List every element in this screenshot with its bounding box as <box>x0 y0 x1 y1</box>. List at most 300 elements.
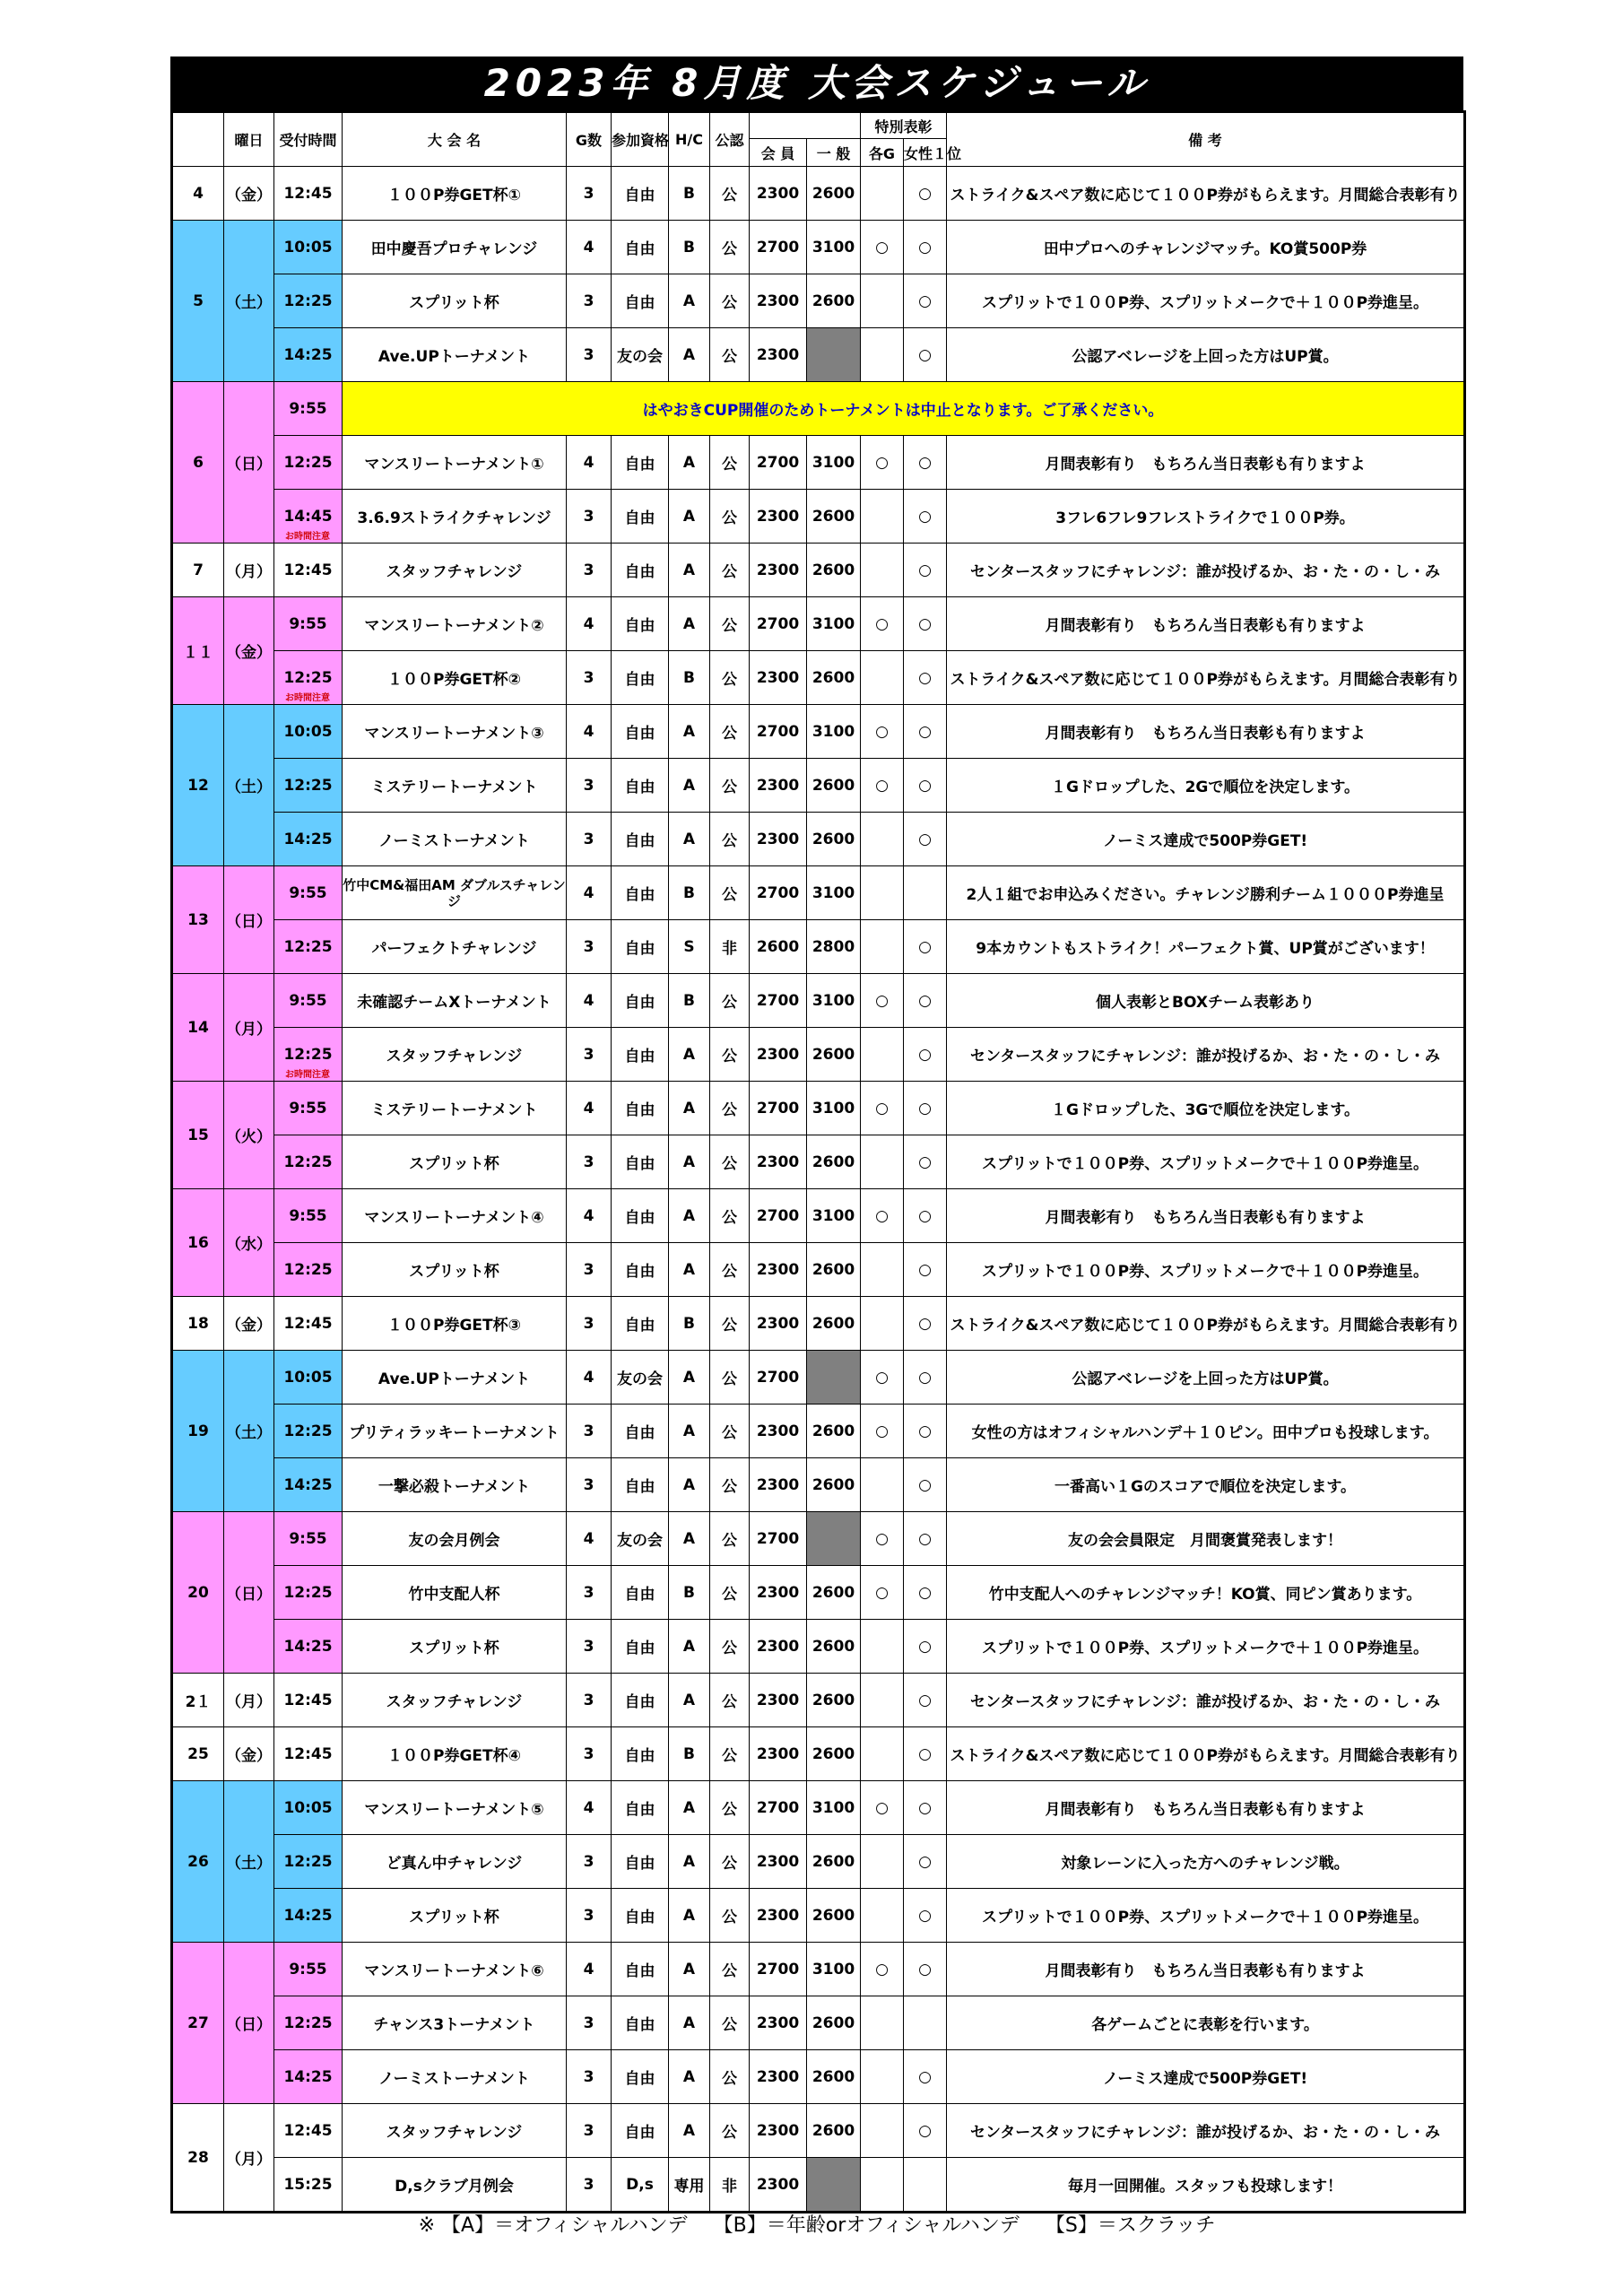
remarks: ストライク&スペア数に応じて１００P券がもらえます。月間総合表彰有り <box>947 1297 1465 1351</box>
general-fee: 2600 <box>807 544 861 597</box>
tournament-name: Ave.UPトーナメント <box>343 1351 567 1405</box>
table-row <box>172 651 1465 705</box>
time-text: 9:55 <box>289 1099 327 1118</box>
day-of-week: （日） <box>224 1943 274 2104</box>
remarks: 月間表彰有り もちろん当日表彰も有りますよ <box>947 705 1465 759</box>
general-fee: 2600 <box>807 274 861 328</box>
day-date: 19 <box>172 1351 224 1512</box>
time-text: 14:25 <box>283 345 333 364</box>
remarks: 竹中支配人へのチャレンジマッチ！KO賞、同ピン賞あります。 <box>947 1566 1465 1620</box>
time-text: 12:25 <box>283 1422 333 1440</box>
day-date: 25 <box>172 1727 224 1781</box>
official-flag: 公 <box>710 759 750 813</box>
day-of-week: （金） <box>224 1297 274 1351</box>
women-first-award: ○ <box>904 759 947 813</box>
official-flag: 公 <box>710 1082 750 1135</box>
member-fee: 2300 <box>750 1889 807 1943</box>
game-count: 3 <box>567 2104 612 2158</box>
tournament-name: ノーミストーナメント <box>343 2050 567 2104</box>
official-flag: 公 <box>710 2050 750 2104</box>
member-fee: 2300 <box>750 651 807 705</box>
each-game-award <box>861 490 904 544</box>
member-fee: 2300 <box>750 1727 807 1781</box>
remarks: センタースタッフにチャレンジ：誰が投げるか、お・た・の・し・み <box>947 2104 1465 2158</box>
reception-time <box>274 544 343 597</box>
handicap-type: A <box>669 705 710 759</box>
handicap-type: A <box>669 759 710 813</box>
general-fee: 2600 <box>807 1996 861 2050</box>
time-text: 12:25 <box>283 668 333 687</box>
table-row <box>172 1082 1465 1135</box>
reception-time <box>274 1512 343 1566</box>
table-row <box>172 2050 1465 2104</box>
time-text: 12:45 <box>283 1691 333 1709</box>
tournament-name: ミステリートーナメント <box>343 759 567 813</box>
game-count: 3 <box>567 490 612 544</box>
women-first-award: ○ <box>904 436 947 490</box>
table-row <box>172 759 1465 813</box>
women-first-award: ○ <box>904 544 947 597</box>
time-text: 14:25 <box>283 2067 333 2086</box>
member-fee: 2300 <box>750 328 807 382</box>
reception-time <box>274 1189 343 1243</box>
member-fee: 2700 <box>750 705 807 759</box>
time-text: 10:05 <box>283 1798 333 1817</box>
remarks: 月間表彰有り もちろん当日表彰も有りますよ <box>947 597 1465 651</box>
general-fee: 2600 <box>807 1028 861 1082</box>
tournament-name: スプリット杯 <box>343 274 567 328</box>
game-count: 3 <box>567 1028 612 1082</box>
game-count: 4 <box>567 974 612 1028</box>
each-game-award <box>861 1028 904 1082</box>
remarks: スプリットで１００P券、スプリットメークで＋１００P券進呈。 <box>947 1620 1465 1674</box>
each-game-award: ○ <box>861 1082 904 1135</box>
table-row <box>172 1835 1465 1889</box>
table-row <box>172 436 1465 490</box>
handicap-type: 専用 <box>669 2158 710 2213</box>
each-game-award <box>861 2158 904 2213</box>
tournament-name: ど真ん中チャレンジ <box>343 1835 567 1889</box>
eligibility: 自由 <box>612 1727 669 1781</box>
member-fee: 2300 <box>750 1028 807 1082</box>
remarks: 個人表彰とBOXチーム表彰あり <box>947 974 1465 1028</box>
eligibility: 自由 <box>612 920 669 974</box>
member-fee: 2300 <box>750 1458 807 1512</box>
tournament-name: 竹中支配人杯 <box>343 1566 567 1620</box>
remarks: ノーミス達成で500P券GET! <box>947 2050 1465 2104</box>
official-flag: 公 <box>710 974 750 1028</box>
eligibility: 自由 <box>612 1781 669 1835</box>
handicap-type: B <box>669 974 710 1028</box>
day-of-week: （月） <box>224 2104 274 2213</box>
women-first-award: ○ <box>904 597 947 651</box>
official-flag: 公 <box>710 1889 750 1943</box>
reception-time <box>274 2050 343 2104</box>
table-row <box>172 2158 1465 2213</box>
official-flag: 公 <box>710 1943 750 1996</box>
table-row <box>172 382 1465 436</box>
member-fee: 2300 <box>750 1674 807 1727</box>
member-fee: 2300 <box>750 759 807 813</box>
reception-time <box>274 382 343 436</box>
each-game-award <box>861 920 904 974</box>
official-flag: 公 <box>710 1028 750 1082</box>
general-fee: 3100 <box>807 866 861 920</box>
general-fee: 2600 <box>807 167 861 221</box>
game-count: 3 <box>567 1243 612 1297</box>
reception-time <box>274 1943 343 1996</box>
remarks: 月間表彰有り もちろん当日表彰も有りますよ <box>947 1189 1465 1243</box>
general-fee: 2600 <box>807 2050 861 2104</box>
table-row <box>172 866 1465 920</box>
eligibility: 自由 <box>612 705 669 759</box>
handicap-type: A <box>669 1996 710 2050</box>
day-date: 12 <box>172 705 224 866</box>
reception-time <box>274 1351 343 1405</box>
handicap-type: B <box>669 1566 710 1620</box>
eligibility: 自由 <box>612 1405 669 1458</box>
cancellation-notice: はやおきCUP開催のためトーナメントは中止となります。ご了承ください。 <box>343 382 1465 436</box>
eligibility: 自由 <box>612 167 669 221</box>
day-of-week: （日） <box>224 382 274 544</box>
handicap-type: A <box>669 1243 710 1297</box>
reception-time <box>274 920 343 974</box>
remarks: スプリットで１００P券、スプリットメークで＋１００P券進呈。 <box>947 1889 1465 1943</box>
eligibility: 自由 <box>612 490 669 544</box>
game-count: 4 <box>567 866 612 920</box>
women-first-award: ○ <box>904 920 947 974</box>
handicap-type: B <box>669 651 710 705</box>
time-text: 12:45 <box>283 1314 333 1333</box>
day-of-week: （月） <box>224 1674 274 1727</box>
eligibility: 自由 <box>612 813 669 866</box>
tournament-name: スプリット杯 <box>343 1135 567 1189</box>
remarks: 対象レーンに入った方へのチャレンジ戦。 <box>947 1835 1465 1889</box>
each-game-award <box>861 328 904 382</box>
women-first-award <box>904 2158 947 2213</box>
time-text: 12:25 <box>283 2013 333 2032</box>
handicap-type: A <box>669 813 710 866</box>
eligibility: 自由 <box>612 597 669 651</box>
page-title: 2023年 8月度 大会スケジュール <box>170 57 1463 110</box>
time-text: 9:55 <box>289 614 327 633</box>
table-row <box>172 490 1465 544</box>
official-flag: 公 <box>710 1243 750 1297</box>
official-flag: 公 <box>710 1727 750 1781</box>
day-date: 27 <box>172 1943 224 2104</box>
table-row <box>172 813 1465 866</box>
time-text: 12:25 <box>283 937 333 956</box>
time-text: 15:25 <box>283 2175 333 2194</box>
general-fee: 2600 <box>807 1566 861 1620</box>
time-text: 9:55 <box>289 399 327 418</box>
table-row <box>172 274 1465 328</box>
day-of-week: （土） <box>224 1781 274 1943</box>
eligibility: 自由 <box>612 2050 669 2104</box>
day-of-week: （土） <box>224 1351 274 1512</box>
day-date: 18 <box>172 1297 224 1351</box>
women-first-award: ○ <box>904 1566 947 1620</box>
tournament-name: マンスリートーナメント④ <box>343 1189 567 1243</box>
eligibility: 自由 <box>612 1028 669 1082</box>
reception-time <box>274 597 343 651</box>
official-flag: 公 <box>710 328 750 382</box>
official-flag: 公 <box>710 813 750 866</box>
table-row <box>172 167 1465 221</box>
remarks: 各ゲームごとに表彰を行います。 <box>947 1996 1465 2050</box>
tournament-name: マンスリートーナメント⑥ <box>343 1943 567 1996</box>
time-text: 12:25 <box>283 776 333 795</box>
time-text: 10:05 <box>283 238 333 257</box>
women-first-award: ○ <box>904 2104 947 2158</box>
official-flag: 公 <box>710 167 750 221</box>
time-warning-label: お時間注意 <box>285 532 330 542</box>
header-games: G数 <box>567 112 612 167</box>
handicap-type: A <box>669 1458 710 1512</box>
remarks: スプリットで１００P券、スプリットメークで＋１００P券進呈。 <box>947 1243 1465 1297</box>
table-row <box>172 328 1465 382</box>
game-count: 3 <box>567 813 612 866</box>
table-row <box>172 2104 1465 2158</box>
general-fee: 2600 <box>807 1727 861 1781</box>
women-first-award: ○ <box>904 651 947 705</box>
eligibility: 自由 <box>612 221 669 274</box>
general-fee: 3100 <box>807 974 861 1028</box>
game-count: 4 <box>567 221 612 274</box>
handicap-type: A <box>669 1028 710 1082</box>
handicap-type: A <box>669 1189 710 1243</box>
each-game-award: ○ <box>861 705 904 759</box>
handicap-type: A <box>669 1781 710 1835</box>
game-count: 3 <box>567 1674 612 1727</box>
remarks: ストライク&スペア数に応じて１００P券がもらえます。月間総合表彰有り <box>947 1727 1465 1781</box>
eligibility: 自由 <box>612 1082 669 1135</box>
day-date: 14 <box>172 974 224 1082</box>
official-flag: 公 <box>710 1135 750 1189</box>
eligibility: 自由 <box>612 1889 669 1943</box>
official-flag: 公 <box>710 436 750 490</box>
handicap-type: A <box>669 328 710 382</box>
remarks: 一番高い１Gのスコアで順位を決定します。 <box>947 1458 1465 1512</box>
reception-time <box>274 2104 343 2158</box>
table-row <box>172 1620 1465 1674</box>
official-flag: 公 <box>710 651 750 705</box>
header-date <box>172 112 224 167</box>
eligibility: 自由 <box>612 436 669 490</box>
remarks: センタースタッフにチャレンジ：誰が投げるか、お・た・の・し・み <box>947 1674 1465 1727</box>
women-first-award: ○ <box>904 274 947 328</box>
reception-time <box>274 221 343 274</box>
each-game-award <box>861 1243 904 1297</box>
each-game-award <box>861 1727 904 1781</box>
day-date: １１ <box>172 597 224 705</box>
general-fee: 2600 <box>807 1458 861 1512</box>
time-text: 12:45 <box>283 2121 333 2140</box>
header-hc: H/C <box>669 112 710 167</box>
member-fee: 2700 <box>750 221 807 274</box>
member-fee: 2600 <box>750 920 807 974</box>
tournament-name: スタッフチャレンジ <box>343 1674 567 1727</box>
time-text: 12:25 <box>283 1260 333 1279</box>
member-fee: 2700 <box>750 597 807 651</box>
women-first-award: ○ <box>904 167 947 221</box>
day-of-week: （金） <box>224 167 274 221</box>
tournament-name: １００P券GET杯④ <box>343 1727 567 1781</box>
table-row <box>172 1727 1465 1781</box>
member-fee: 2300 <box>750 1297 807 1351</box>
general-fee: 3100 <box>807 1943 861 1996</box>
day-date: 28 <box>172 2104 224 2213</box>
general-fee: 2600 <box>807 759 861 813</box>
game-count: 4 <box>567 1512 612 1566</box>
reception-time <box>274 1243 343 1297</box>
time-text: 14:25 <box>283 1637 333 1656</box>
member-fee: 2300 <box>750 2050 807 2104</box>
game-count: 3 <box>567 651 612 705</box>
general-fee <box>807 1512 861 1566</box>
time-text: 12:25 <box>283 291 333 310</box>
table-row <box>172 1458 1465 1512</box>
member-fee: 2700 <box>750 1781 807 1835</box>
reception-time <box>274 705 343 759</box>
eligibility: 自由 <box>612 651 669 705</box>
handicap-type: A <box>669 1674 710 1727</box>
tournament-name: ノーミストーナメント <box>343 813 567 866</box>
game-count: 3 <box>567 1458 612 1512</box>
time-text: 9:55 <box>289 991 327 1010</box>
reception-time <box>274 490 343 544</box>
member-fee: 2700 <box>750 1512 807 1566</box>
eligibility: D,s <box>612 2158 669 2213</box>
day-of-week: （金） <box>224 1727 274 1781</box>
eligibility: 友の会 <box>612 1512 669 1566</box>
day-of-week: （火） <box>224 1082 274 1189</box>
time-text: 9:55 <box>289 1529 327 1548</box>
official-flag: 公 <box>710 1297 750 1351</box>
eligibility: 自由 <box>612 759 669 813</box>
general-fee: 2600 <box>807 1674 861 1727</box>
women-first-award: ○ <box>904 1028 947 1082</box>
game-count: 3 <box>567 544 612 597</box>
tournament-name: 一撃必殺トーナメント <box>343 1458 567 1512</box>
reception-time <box>274 274 343 328</box>
each-game-award <box>861 1135 904 1189</box>
each-game-award: ○ <box>861 759 904 813</box>
schedule-body <box>172 167 1465 2213</box>
each-game-award: ○ <box>861 436 904 490</box>
table-row <box>172 974 1465 1028</box>
handicap-type: A <box>669 597 710 651</box>
official-flag: 公 <box>710 1674 750 1727</box>
reception-time <box>274 1405 343 1458</box>
member-fee: 2300 <box>750 544 807 597</box>
header-row <box>172 112 1465 139</box>
time-text: 14:25 <box>283 1475 333 1494</box>
handicap-type: B <box>669 1727 710 1781</box>
time-text: 9:55 <box>289 1206 327 1225</box>
member-fee: 2700 <box>750 974 807 1028</box>
table-row <box>172 1135 1465 1189</box>
day-date: 15 <box>172 1082 224 1189</box>
tournament-name: マンスリートーナメント③ <box>343 705 567 759</box>
remarks: 月間表彰有り もちろん当日表彰も有りますよ <box>947 436 1465 490</box>
table-row <box>172 1028 1465 1082</box>
eligibility: 自由 <box>612 1996 669 2050</box>
general-fee: 2600 <box>807 1620 861 1674</box>
tournament-name: 田中慶吾プロチャレンジ <box>343 221 567 274</box>
handicap-type: A <box>669 274 710 328</box>
women-first-award: ○ <box>904 1405 947 1458</box>
game-count: 4 <box>567 1781 612 1835</box>
handicap-type: A <box>669 1512 710 1566</box>
tournament-name: スプリット杯 <box>343 1889 567 1943</box>
remarks: 2人１組でお申込みください。チャレンジ勝利チーム１０００P券進呈 <box>947 866 1465 920</box>
tournament-name: 友の会月例会 <box>343 1512 567 1566</box>
eligibility: 自由 <box>612 866 669 920</box>
reception-time <box>274 759 343 813</box>
each-game-award <box>861 2050 904 2104</box>
member-fee: 2300 <box>750 1243 807 1297</box>
general-fee: 2600 <box>807 490 861 544</box>
game-count: 3 <box>567 328 612 382</box>
remarks: 月間表彰有り もちろん当日表彰も有りますよ <box>947 1943 1465 1996</box>
member-fee: 2300 <box>750 1135 807 1189</box>
time-text: 12:45 <box>283 184 333 203</box>
general-fee: 3100 <box>807 1781 861 1835</box>
remarks: ストライク&スペア数に応じて１００P券がもらえます。月間総合表彰有り <box>947 167 1465 221</box>
day-date: 7 <box>172 544 224 597</box>
women-first-award: ○ <box>904 1835 947 1889</box>
each-game-award: ○ <box>861 1351 904 1405</box>
header-general-fee: 一 般 <box>807 139 861 167</box>
eligibility: 自由 <box>612 1297 669 1351</box>
tournament-name: １００P券GET杯② <box>343 651 567 705</box>
time-warning-label: お時間注意 <box>285 1070 330 1080</box>
day-of-week: （月） <box>224 544 274 597</box>
handicap-type: A <box>669 1082 710 1135</box>
member-fee: 2300 <box>750 2158 807 2213</box>
header-time: 受付時間 <box>274 112 343 167</box>
tournament-name: マンスリートーナメント① <box>343 436 567 490</box>
time-text: 10:05 <box>283 1368 333 1387</box>
tournament-name: チャンス3トーナメント <box>343 1996 567 2050</box>
reception-time <box>274 1674 343 1727</box>
each-game-award <box>861 1835 904 1889</box>
women-first-award: ○ <box>904 813 947 866</box>
table-row <box>172 221 1465 274</box>
women-first-award: ○ <box>904 1889 947 1943</box>
time-text: 14:25 <box>283 1906 333 1925</box>
tournament-name: プリティラッキートーナメント <box>343 1405 567 1458</box>
each-game-award <box>861 866 904 920</box>
women-first-award: ○ <box>904 1297 947 1351</box>
official-flag: 公 <box>710 544 750 597</box>
member-fee: 2300 <box>750 1996 807 2050</box>
official-flag: 公 <box>710 597 750 651</box>
each-game-award <box>861 1620 904 1674</box>
general-fee: 3100 <box>807 1082 861 1135</box>
remarks: 毎月一回開催。スタッフも投球します！ <box>947 2158 1465 2213</box>
women-first-award: ○ <box>904 328 947 382</box>
official-flag: 公 <box>710 1835 750 1889</box>
reception-time <box>274 813 343 866</box>
header-dow: 曜日 <box>224 112 274 167</box>
remarks: 友の会会員限定 月間褒賞発表します！ <box>947 1512 1465 1566</box>
reception-time <box>274 328 343 382</box>
tournament-name: スプリット杯 <box>343 1620 567 1674</box>
remarks: ノーミス達成で500P券GET! <box>947 813 1465 866</box>
game-count: 4 <box>567 1082 612 1135</box>
